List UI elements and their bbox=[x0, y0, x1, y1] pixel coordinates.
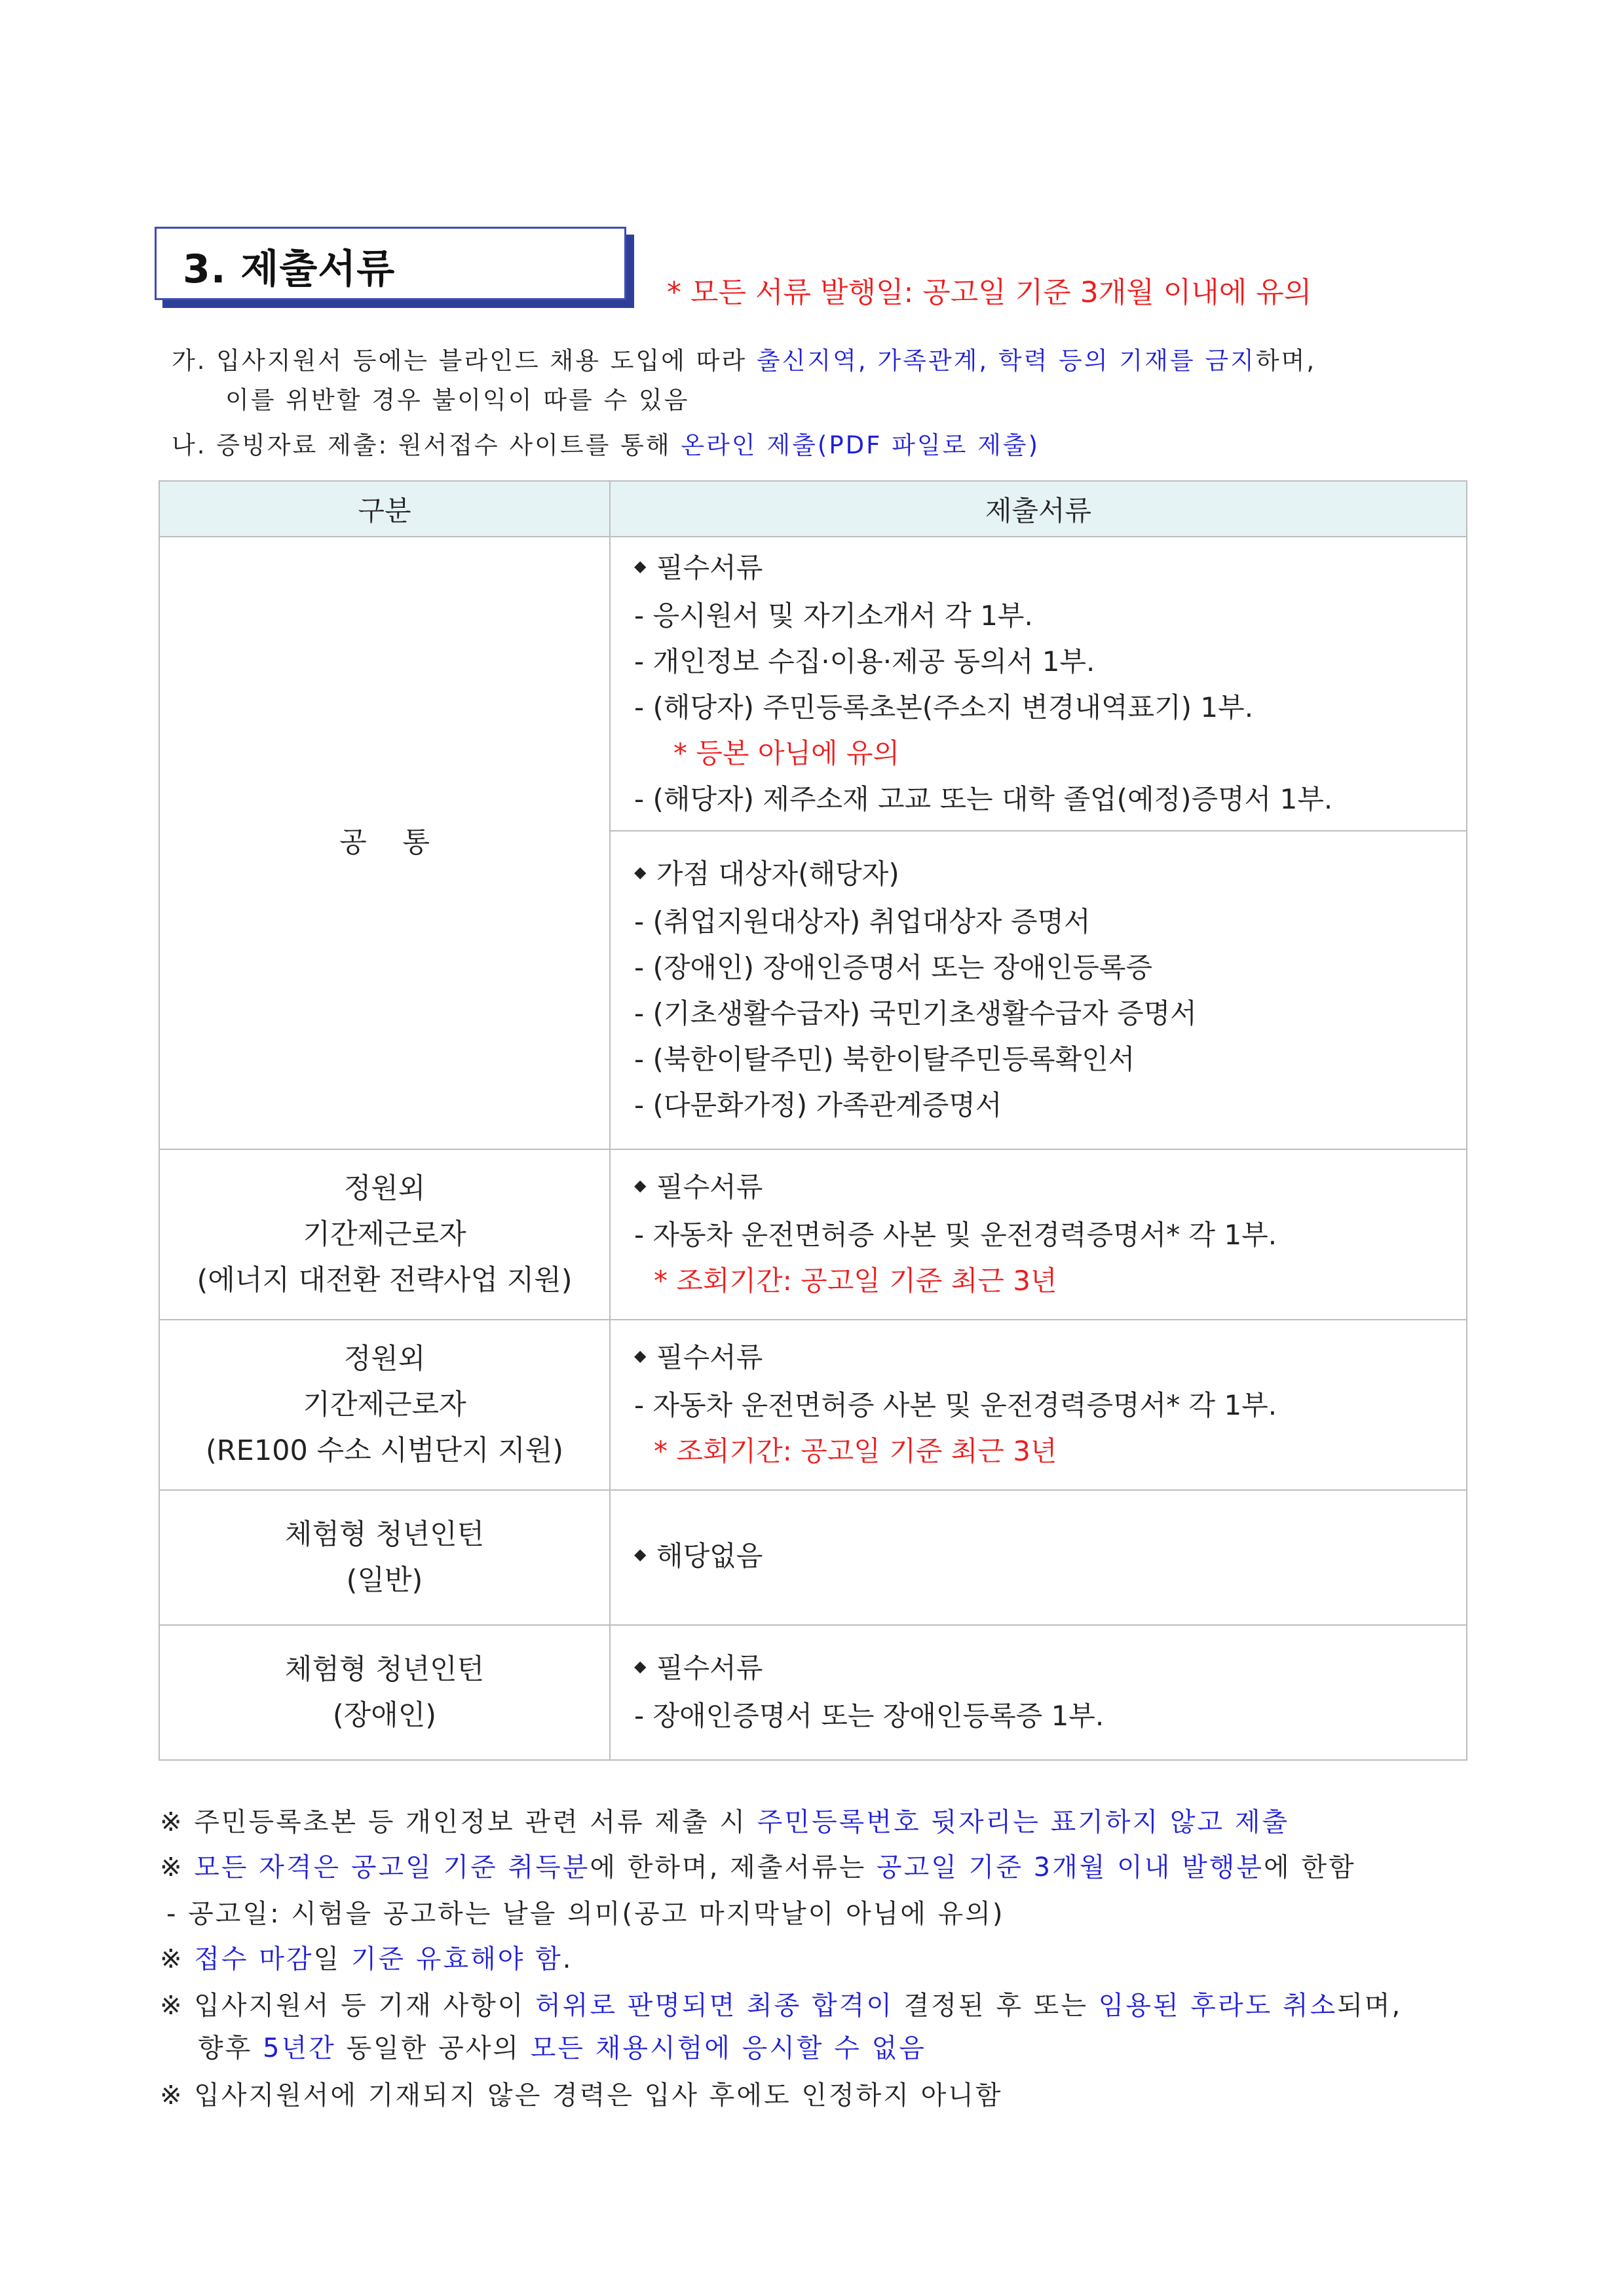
paragraph-na bbox=[172, 425, 1040, 461]
row-docs-common-bonus bbox=[610, 831, 1467, 1149]
category-line: 기간제근로자 bbox=[303, 1388, 466, 1421]
paragraph-ga-highlight: 출신지역, 가족관계, 학력 등의 기재를 금지 bbox=[756, 347, 1256, 375]
category-line: (장애인) bbox=[332, 1698, 437, 1732]
note-2 bbox=[160, 1846, 1356, 1884]
section-note: * 모든 서류 발행일: 공고일 기준 3개월 이내에 유의 bbox=[667, 276, 1312, 309]
warning-text: * 등본 아님에 유의 bbox=[673, 737, 900, 769]
category-line: 체험형 청년인턴 bbox=[284, 1518, 485, 1551]
note-mark: ※ bbox=[160, 1944, 195, 1974]
table-row bbox=[159, 1490, 1467, 1625]
row-category-intern-general bbox=[159, 1490, 610, 1625]
header-category: 구분 bbox=[159, 481, 610, 537]
note-text: 결정된 후 또는 bbox=[893, 1991, 1099, 2021]
paragraph-na-text: 나. 증빙자료 제출: 원서접수 사이트를 통해 bbox=[172, 431, 681, 459]
table-header-row bbox=[159, 481, 1467, 537]
block-heading: 필수서류 bbox=[656, 552, 763, 584]
block-heading: 필수서류 bbox=[656, 1341, 763, 1374]
list-item: - 자동차 운전면허증 사본 및 운전경력증명서* 각 1부. bbox=[634, 1388, 1277, 1421]
note-5 bbox=[160, 1985, 1402, 2022]
category-line: 기간제근로자 bbox=[303, 1217, 466, 1251]
note-highlight: 임용된 후라도 취소 bbox=[1098, 1991, 1338, 2021]
section-title: 3. 제출서류 bbox=[183, 246, 396, 292]
diamond-bullet-icon: ◆ bbox=[634, 1176, 647, 1195]
note-text: ※ 입사지원서 등 기재 사항이 bbox=[160, 1991, 536, 2021]
block-heading: 필수서류 bbox=[656, 1171, 763, 1204]
note-4 bbox=[160, 1938, 573, 1976]
paragraph-ga-line2: 이를 위반할 경우 불이익이 따를 수 있음 bbox=[225, 386, 690, 414]
row-category-re100 bbox=[159, 1320, 610, 1490]
documents-table bbox=[159, 480, 1467, 1761]
table-row bbox=[159, 1320, 1467, 1490]
note-mark: ※ bbox=[160, 1852, 195, 1883]
list-item: - 응시원서 및 자기소개서 각 1부. bbox=[634, 599, 1033, 632]
paragraph-ga-suffix: 하며, bbox=[1255, 347, 1317, 375]
list-item: - 개인정보 수집·이용·제공 동의서 1부. bbox=[634, 645, 1095, 678]
note-6: ※ 입사지원서에 기재되지 않은 경력은 입사 후에도 인정하지 아니함 bbox=[160, 2080, 1003, 2111]
row-docs-re100 bbox=[610, 1320, 1467, 1490]
header-documents: 제출서류 bbox=[610, 481, 1467, 537]
diamond-bullet-icon: ◆ bbox=[634, 862, 647, 881]
section-header-box bbox=[155, 227, 626, 300]
diamond-bullet-icon: ◆ bbox=[634, 1656, 647, 1675]
note-text: 동일한 공사의 bbox=[335, 2033, 531, 2063]
note-text: 향후 bbox=[198, 2033, 263, 2063]
note-text: 에 한하며, 제출서류는 bbox=[590, 1852, 877, 1883]
row-docs-intern-general bbox=[610, 1490, 1467, 1625]
note-text: 에 한함 bbox=[1264, 1852, 1356, 1883]
diamond-bullet-icon: ◆ bbox=[634, 1346, 647, 1365]
note-text: . bbox=[562, 1944, 573, 1974]
paragraph-na-highlight: 온라인 제출(PDF 파일로 제출) bbox=[681, 431, 1040, 459]
list-item: - (장애인) 장애인증명서 또는 장애인등록증 bbox=[634, 951, 1153, 984]
note-text: ※ 주민등록초본 등 개인정보 관련 서류 제출 시 bbox=[160, 1807, 757, 1837]
warning-text: * 조회기간: 공고일 기준 최근 3년 bbox=[654, 1264, 1057, 1297]
note-highlight: 허위로 판명되면 최종 합격이 bbox=[535, 1991, 894, 2021]
category-line: (일반) bbox=[346, 1563, 423, 1597]
diamond-bullet-icon: ◆ bbox=[634, 1544, 647, 1563]
note-highlight: 5년간 bbox=[263, 2033, 336, 2063]
table-row bbox=[159, 1149, 1467, 1320]
note-highlight: 접수 마감 bbox=[194, 1944, 314, 1974]
row-docs-common-required bbox=[610, 537, 1467, 831]
note-text: 일 bbox=[313, 1944, 351, 1974]
diamond-bullet-icon: ◆ bbox=[634, 556, 647, 575]
list-item: - (취업지원대상자) 취업대상자 증명서 bbox=[634, 905, 1091, 938]
note-highlight: 공고일 기준 3개월 이내 발행분 bbox=[877, 1852, 1264, 1883]
note-5-line2 bbox=[198, 2027, 926, 2065]
list-item: - (다문화가정) 가족관계증명서 bbox=[634, 1088, 1002, 1121]
list-item: - 자동차 운전면허증 사본 및 운전경력증명서* 각 1부. bbox=[634, 1218, 1277, 1251]
category-line: (RE100 수소 시범단지 지원) bbox=[206, 1434, 563, 1467]
category-line: 정원외 bbox=[343, 1342, 426, 1375]
category-line: 정원외 bbox=[343, 1172, 426, 1205]
note-3: - 공고일: 시험을 공고하는 날을 의미(공고 마지막날이 아님에 유의) bbox=[166, 1899, 1005, 1929]
warning-text: * 조회기간: 공고일 기준 최근 3년 bbox=[654, 1434, 1057, 1467]
row-category-intern-disabled bbox=[159, 1625, 610, 1760]
table-row bbox=[159, 1625, 1467, 1760]
list-item: - (기초생활수급자) 국민기초생활수급자 증명서 bbox=[634, 997, 1197, 1029]
list-item: - (북한이탈주민) 북한이탈주민등록확인서 bbox=[634, 1043, 1135, 1075]
block-heading: 해당없음 bbox=[656, 1540, 763, 1573]
note-text: 되며, bbox=[1337, 1991, 1403, 2021]
note-highlight: 주민등록번호 뒷자리는 표기하지 않고 제출 bbox=[757, 1807, 1290, 1837]
paragraph-ga bbox=[172, 341, 1316, 376]
block-heading: 필수서류 bbox=[656, 1652, 763, 1685]
row-category-energy bbox=[159, 1149, 610, 1320]
list-item: - (해당자) 주민등록초본(주소지 변경내역표기) 1부. bbox=[634, 691, 1254, 723]
table-row bbox=[159, 537, 1467, 831]
list-item: - 장애인증명서 또는 장애인등록증 1부. bbox=[634, 1699, 1105, 1732]
row-category-common: 공 통 bbox=[159, 537, 610, 1149]
list-item: - (해당자) 제주소재 고교 또는 대학 졸업(예정)증명서 1부. bbox=[634, 782, 1333, 815]
note-highlight: 모든 채용시험에 응시할 수 없음 bbox=[530, 2033, 926, 2063]
note-highlight: 모든 자격은 공고일 기준 취득분 bbox=[194, 1852, 590, 1883]
paragraph-ga-text: 가. 입사지원서 등에는 블라인드 채용 도입에 따라 bbox=[172, 347, 757, 375]
category-line: 체험형 청년인턴 bbox=[284, 1653, 485, 1686]
note-highlight: 기준 유효해야 함 bbox=[350, 1944, 563, 1974]
note-1 bbox=[160, 1801, 1289, 1839]
category-line: (에너지 대전환 전략사업 지원) bbox=[197, 1263, 573, 1297]
row-docs-energy bbox=[610, 1149, 1467, 1320]
row-docs-intern-disabled bbox=[610, 1625, 1467, 1760]
block-heading: 가점 대상자(해당자) bbox=[656, 858, 899, 890]
